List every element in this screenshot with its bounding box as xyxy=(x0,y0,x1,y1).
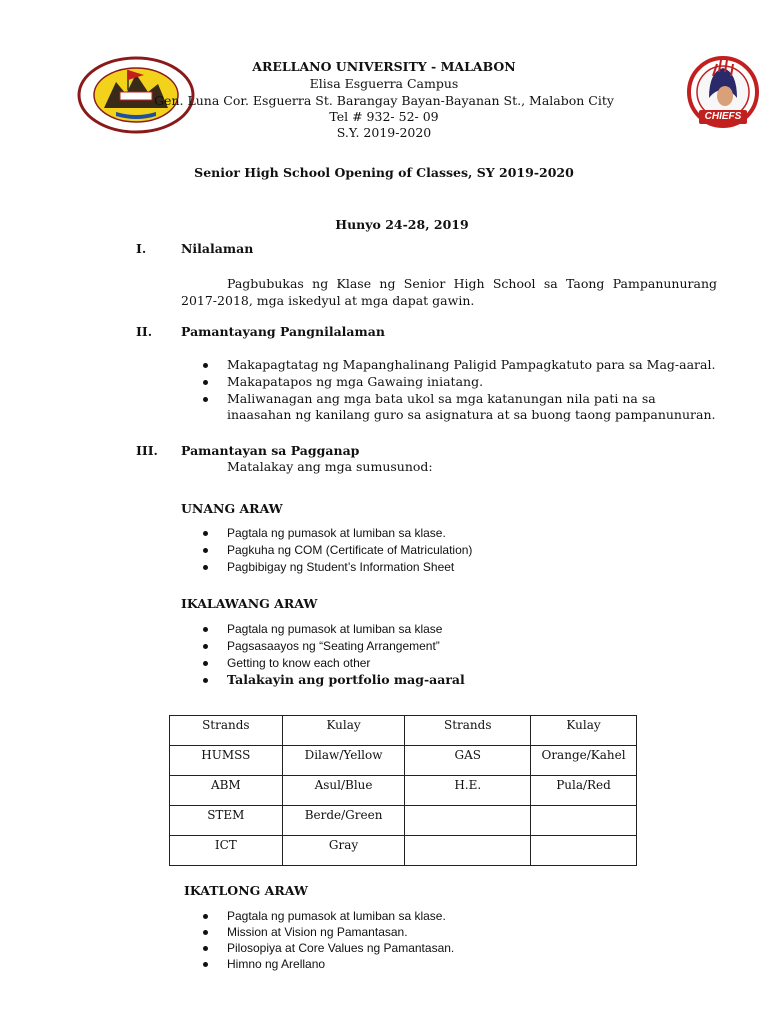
table-cell: Orange/Kahel xyxy=(531,746,637,776)
campus-name: Elisa Esguerra Campus xyxy=(309,76,459,91)
section-3-number: III. xyxy=(136,443,158,458)
table-cell: STEM xyxy=(170,806,283,836)
table-row xyxy=(170,746,637,776)
table-header-row xyxy=(170,716,637,746)
school-year: S.Y. 2019-2020 xyxy=(336,125,432,140)
table-cell: Dilaw/Yellow xyxy=(282,746,405,776)
table-cell: ICT xyxy=(170,836,283,866)
table-row xyxy=(170,806,637,836)
section-2-bullet-list xyxy=(200,357,720,424)
table-cell: ABM xyxy=(170,776,283,806)
day-1-bullet-list xyxy=(200,525,700,576)
table-row xyxy=(170,776,637,806)
table-cell: GAS xyxy=(405,746,531,776)
list-item: Pagtala ng pumasok at lumiban sa klase. xyxy=(200,908,700,924)
table-cell: HUMSS xyxy=(170,746,283,776)
table-header-cell: Kulay xyxy=(282,716,405,746)
document-title: Senior High School Opening of Classes, SY 2019-2020 xyxy=(194,165,574,180)
list-item: Pagkuha ng COM (Certificate of Matriculation) xyxy=(200,542,700,558)
telephone: Tel # 932- 52- 09 xyxy=(329,109,439,124)
day-2-heading: IKALAWANG ARAW xyxy=(181,596,318,611)
table-header-cell: Strands xyxy=(170,716,283,746)
list-item: Maliwanagan ang mga bata ukol sa mga katanungan nila pati na sa inaasahan ng kanilang guro sa asignatura at sa buong taong pampanunuran. xyxy=(200,391,720,423)
list-item: Mission at Vision ng Pamantasan. xyxy=(200,924,700,940)
section-2-heading: Pamantayang Pangnilalaman xyxy=(181,324,385,339)
document-date: Hunyo 24-28, 2019 xyxy=(335,217,469,232)
address: Gen. Luna Cor. Esguerra St. Barangay Bayan-Bayanan St., Malabon City xyxy=(154,93,614,108)
list-item: Pagtala ng pumasok at lumiban sa klase xyxy=(200,621,700,637)
list-item: Talakayin ang portfolio mag-aaral xyxy=(200,672,700,688)
list-item: Makapagtatag ng Mapanghalinang Paligid Pampagkatuto para sa Mag-aaral. xyxy=(200,357,720,373)
day-3-heading: IKATLONG ARAW xyxy=(184,883,308,898)
table-cell: Pula/Red xyxy=(531,776,637,806)
section-1-heading: Nilalaman xyxy=(181,241,254,256)
table-cell: Gray xyxy=(282,836,405,866)
table-cell xyxy=(405,836,531,866)
table-cell xyxy=(405,806,531,836)
table-cell xyxy=(531,836,637,866)
list-item: Pilosopiya at Core Values ng Pamantasan. xyxy=(200,940,700,956)
day-2-bullet-list xyxy=(200,621,700,689)
table-cell: Asul/Blue xyxy=(282,776,405,806)
university-name: ARELLANO UNIVERSITY - MALABON xyxy=(252,59,516,74)
section-3-intro: Matalakay ang mga sumusunod: xyxy=(227,459,433,474)
list-item: Getting to know each other xyxy=(200,655,700,671)
chiefs-label: CHIEFS xyxy=(704,111,742,122)
section-1-paragraph: Pagbubukas ng Klase ng Senior High School sa Taong Pampanunurang 2017-2018, mga iskedyul at mga dapat gawin. xyxy=(181,276,717,308)
table-row xyxy=(170,836,637,866)
table-cell xyxy=(531,806,637,836)
list-item: Pagtala ng pumasok at lumiban sa klase. xyxy=(200,525,700,541)
day-1-heading: UNANG ARAW xyxy=(181,501,283,516)
list-item: Pagsasaayos ng “Seating Arrangement” xyxy=(200,638,700,654)
section-1-number: I. xyxy=(136,241,147,256)
table-cell: Berde/Green xyxy=(282,806,405,836)
list-item: Himno ng Arellano xyxy=(200,956,700,972)
table-header-cell: Strands xyxy=(405,716,531,746)
list-item: Makapatapos ng mga Gawaing iniatang. xyxy=(200,374,720,390)
section-2-number: II. xyxy=(136,324,153,339)
strands-color-table xyxy=(169,715,637,866)
day-3-bullet-list xyxy=(200,908,700,972)
list-item: Pagbibigay ng Student’s Information Sheet xyxy=(200,559,700,575)
section-3-heading: Pamantayan sa Pagganap xyxy=(181,443,360,458)
table-cell: H.E. xyxy=(405,776,531,806)
table-header-cell: Kulay xyxy=(531,716,637,746)
